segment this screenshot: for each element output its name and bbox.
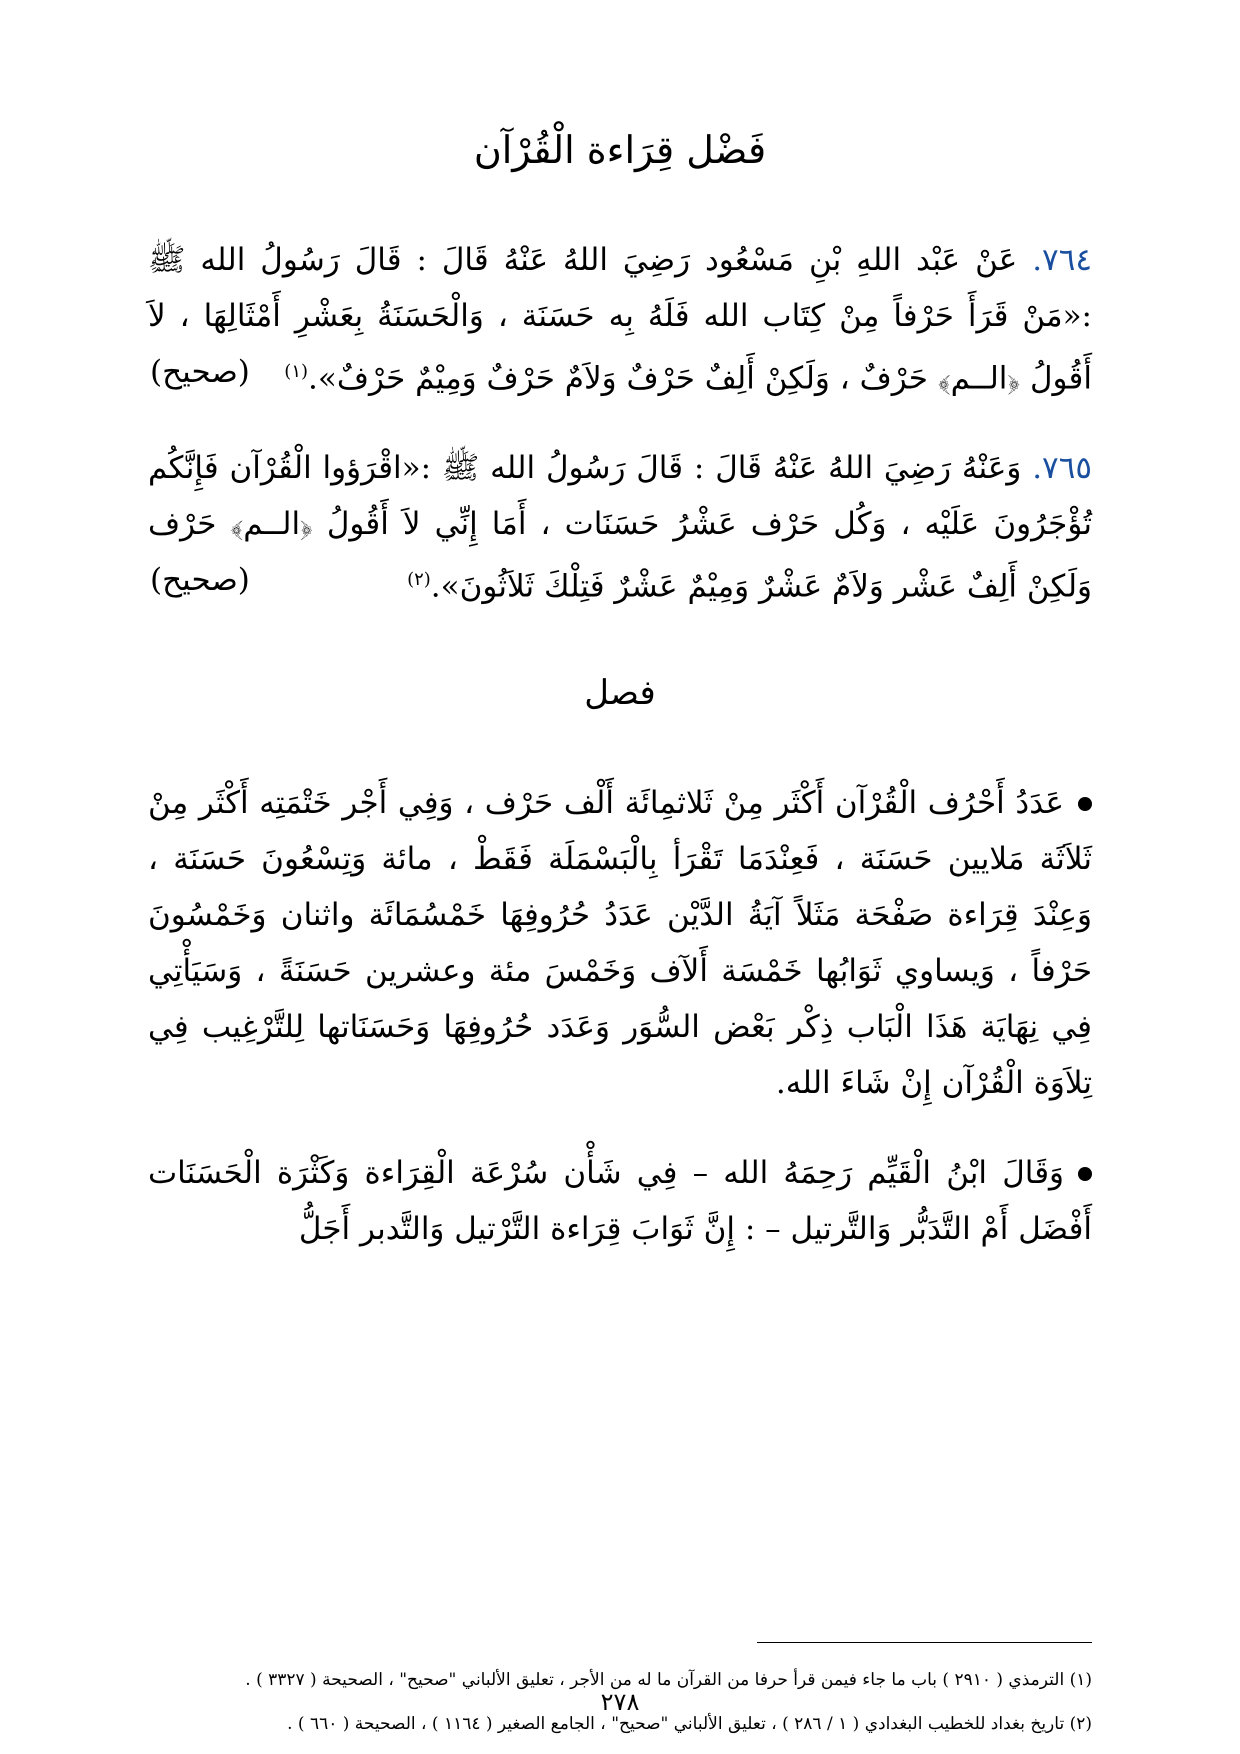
- hadith-grade: (صحيح): [150, 354, 250, 390]
- footnote-reference[interactable]: (١): [284, 361, 309, 382]
- footnote-divider: [757, 1642, 1092, 1643]
- hadith-grade: (صحيح): [150, 562, 250, 599]
- hadith-text: وَعَنْهُ رَضِيَ اللهُ عَنْهُ قَالَ : قَالَ رَسُولُ الله ﷺ :«اقْرَؤوا الْقُرْآن فَإِنَّكُم تُؤْجَرُونَ عَلَيْه ، وَكُل حَرْف عَشْرُ حَسَنَات ، أَمَا إِنِّي لاَ أَقُولُ ﴿الــم﴾ حَرْف وَلَكِنْ أَلِفٌ عَشْر وَلاَمٌ عَشْرٌ وَمِيْمٌ عَشْرٌ فَتِلْكَ ثَلاَثُونَ».: [148, 450, 1092, 605]
- hadith-765: [148, 440, 1092, 614]
- paragraph: [148, 775, 1092, 1111]
- footnote-1: (١) الترمذي ( ٢٩١٠ ) باب ما جاء فيمن قرأ حرفا من القرآن ما له من الأجر ، تعليق الألباني "صحيح" ، الصحيحة ( ٣٣٢٧ ) .: [245, 1670, 1092, 1690]
- paragraph-text: عَدَدُ أَحْرُف الْقُرْآن أَكْثَر مِنْ ثَلاثمِائَة أَلْف حَرْف ، وَفِي أَجْر خَتْمَتِه أَكْثَر مِنْ ثَلاَثَة مَلايين حَسَنَة ، فَعِنْدَمَا تَقْرَأ بِالْبَسْمَلَة فَقَطْ ، مائة وَتِسْعُونَ حَسَنَة ، وَعِنْدَ قِرَاءة صَفْحَة مَثَلاً آيَةُ الدَّيْن عَدَدُ حُرُوفِهَا خَمْسُمَائَة واثنان وَخَمْسُونَ حَرْفاً ، وَيساوي ثَوَابُها خَمْسَة أَلآف وَخَمْسَ مئة وعشرين حَسَنَةً ، وَسَيَأْتِي فِي نِهَايَة هَذَا الْبَاب ذِكْر بَعْض السُّوَر وَعَدَد حُرُوفِهَا وَحَسَنَاتها لِلتَّرْغِيب فِي تِلاَوَة الْقُرْآن إِنْ شَاءَ الله.: [148, 784, 1092, 1101]
- paragraph: [148, 1145, 1092, 1257]
- page-number: ٢٧٨: [600, 1688, 640, 1716]
- footnote-reference[interactable]: (٢): [407, 569, 431, 591]
- page-title: فَضْل قِرَاءة الْقُرْآن: [473, 128, 767, 172]
- hadith-text: عَنْ عَبْد اللهِ بْنِ مَسْعُود رَضِيَ اللهُ عَنْهُ قَالَ : قَالَ رَسُولُ الله ﷺ :«مَنْ قَرَأَ حَرْفاً مِنْ كِتَاب الله فَلَهُ بِه حَسَنَة ، وَالْحَسَنَةُ بِعَشْرِ أَمْثَالِهَا ، لاَ أَقُولُ ﴿الــم﴾ حَرْفٌ ، وَلَكِنْ أَلِفٌ حَرْفٌ وَلاَمٌ حَرْفٌ وَمِيْمٌ حَرْفٌ».: [148, 242, 1092, 397]
- hadith-764: [148, 232, 1092, 406]
- footnote-2: (٢) تاريخ بغداد للخطيب البغدادي ( ١ / ٢٨٦ ) ، تعليق الألباني "صحيح" ، الجامع الصغير ( ١١٦٤ ) ، الصحيحة ( ٦٦٠ ) .: [287, 1714, 1092, 1734]
- paragraph-text: وَقَالَ ابْنُ الْقَيِّم رَحِمَهُ الله – فِي شَأْن سُرْعَة الْقِرَاءة وَكَثْرَة الْحَسَنَات أَفْضَل أَمْ التَّدَبُّر وَالتَّرتيل – : إِنَّ ثَوَابَ قِرَاءة التَّرْتيل وَالتَّدبر أَجَلُّ: [148, 1154, 1092, 1247]
- bullet-icon: [1078, 1167, 1092, 1181]
- hadith-number: ٧٦٤.: [1032, 242, 1092, 278]
- hadith-number: ٧٦٥.: [1032, 450, 1092, 487]
- bullet-icon: [1078, 797, 1092, 811]
- section-title: فصل: [584, 672, 656, 713]
